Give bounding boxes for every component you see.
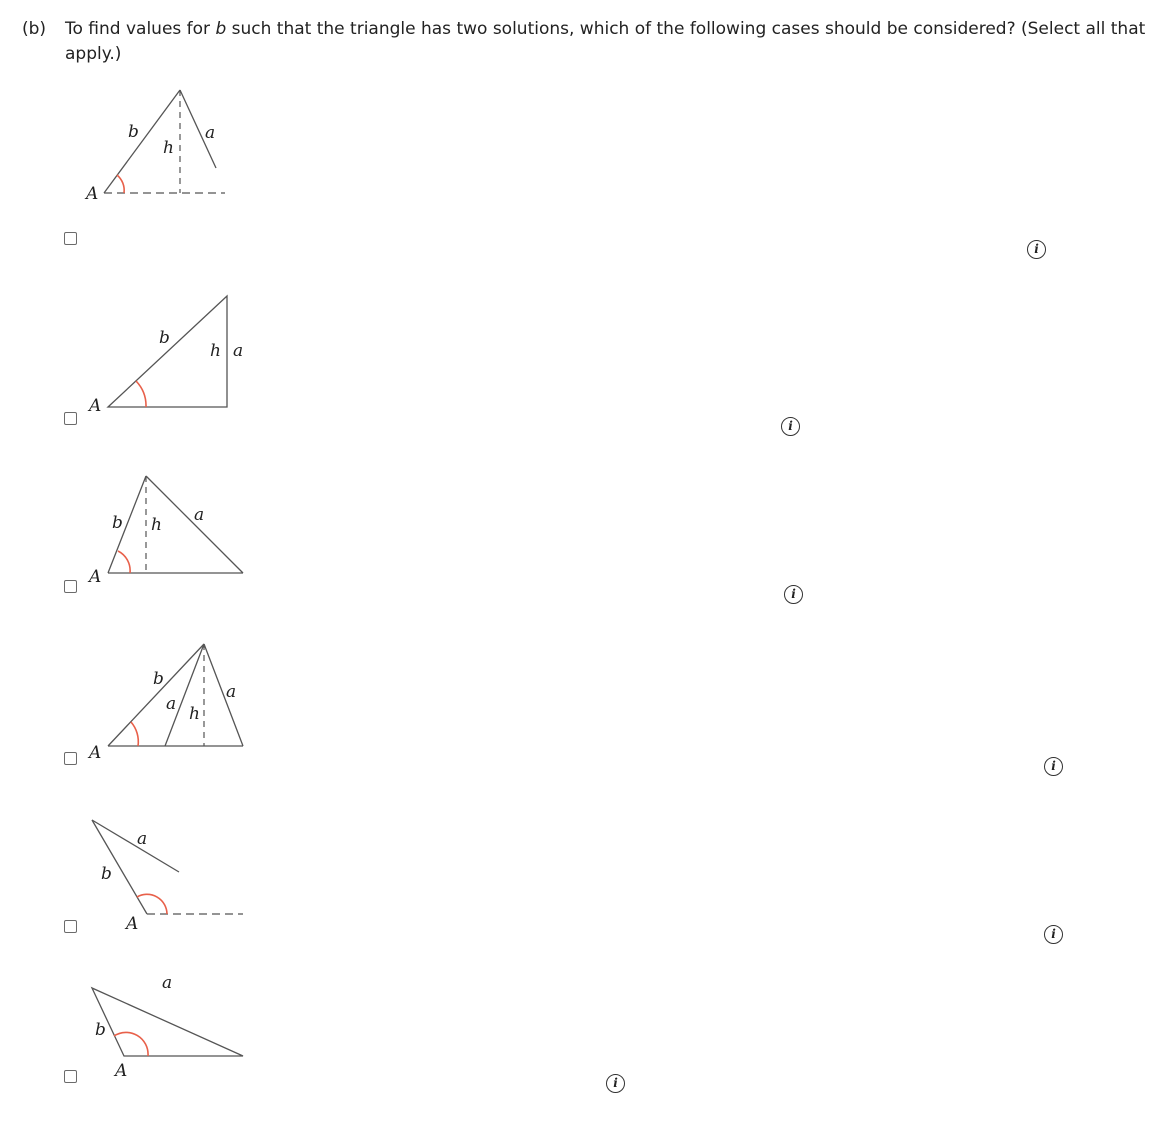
label-b: b [128,122,139,142]
question-variable: b [215,19,227,39]
triangle-figure-4 [85,638,255,763]
part-label: (b) [22,19,47,39]
triangle-figure-6 [85,973,255,1081]
question-text [65,17,1145,42]
label-A: A [115,1061,128,1081]
label-b: b [159,328,170,348]
label-A: A [89,567,102,587]
info-icon[interactable]: i [1044,925,1063,944]
label-A: A [89,743,102,763]
label-a: a [162,973,173,993]
info-icon[interactable]: i [606,1074,625,1093]
label-h: h [151,515,162,535]
question-text-line2: apply.) [65,44,122,64]
label-a: a [233,341,244,361]
label-h: h [189,704,200,724]
label-a-inner: a [166,694,177,714]
label-a: a [226,682,237,702]
label-b: b [101,864,112,884]
label-a: a [194,505,205,525]
option-1-checkbox[interactable] [64,232,77,245]
info-icon[interactable]: i [781,417,800,436]
option-3-checkbox[interactable] [64,580,77,593]
question-text-start: To find values for [65,19,216,39]
label-b: b [153,669,164,689]
option-6-checkbox[interactable] [64,1070,77,1083]
label-a: a [137,829,148,849]
triangle-figure-2 [85,290,255,415]
option-4-checkbox[interactable] [64,752,77,765]
label-h: h [210,341,221,361]
label-h: h [163,138,174,158]
question-text-end: such that the triangle has two solutions, which of the following cases should be considered? (Select all that [226,19,1146,39]
label-b: b [95,1020,106,1040]
triangle-figure-1 [80,85,240,205]
label-A: A [86,184,99,204]
label-A: A [89,396,102,416]
label-b: b [112,513,123,533]
info-icon[interactable]: i [1044,757,1063,776]
option-5-checkbox[interactable] [64,920,77,933]
info-icon[interactable]: i [784,585,803,604]
triangle-figure-3 [85,470,255,585]
label-A: A [126,914,139,934]
triangle-figure-5 [85,812,255,937]
option-2-checkbox[interactable] [64,412,77,425]
label-a: a [205,123,216,143]
info-icon[interactable]: i [1027,240,1046,259]
